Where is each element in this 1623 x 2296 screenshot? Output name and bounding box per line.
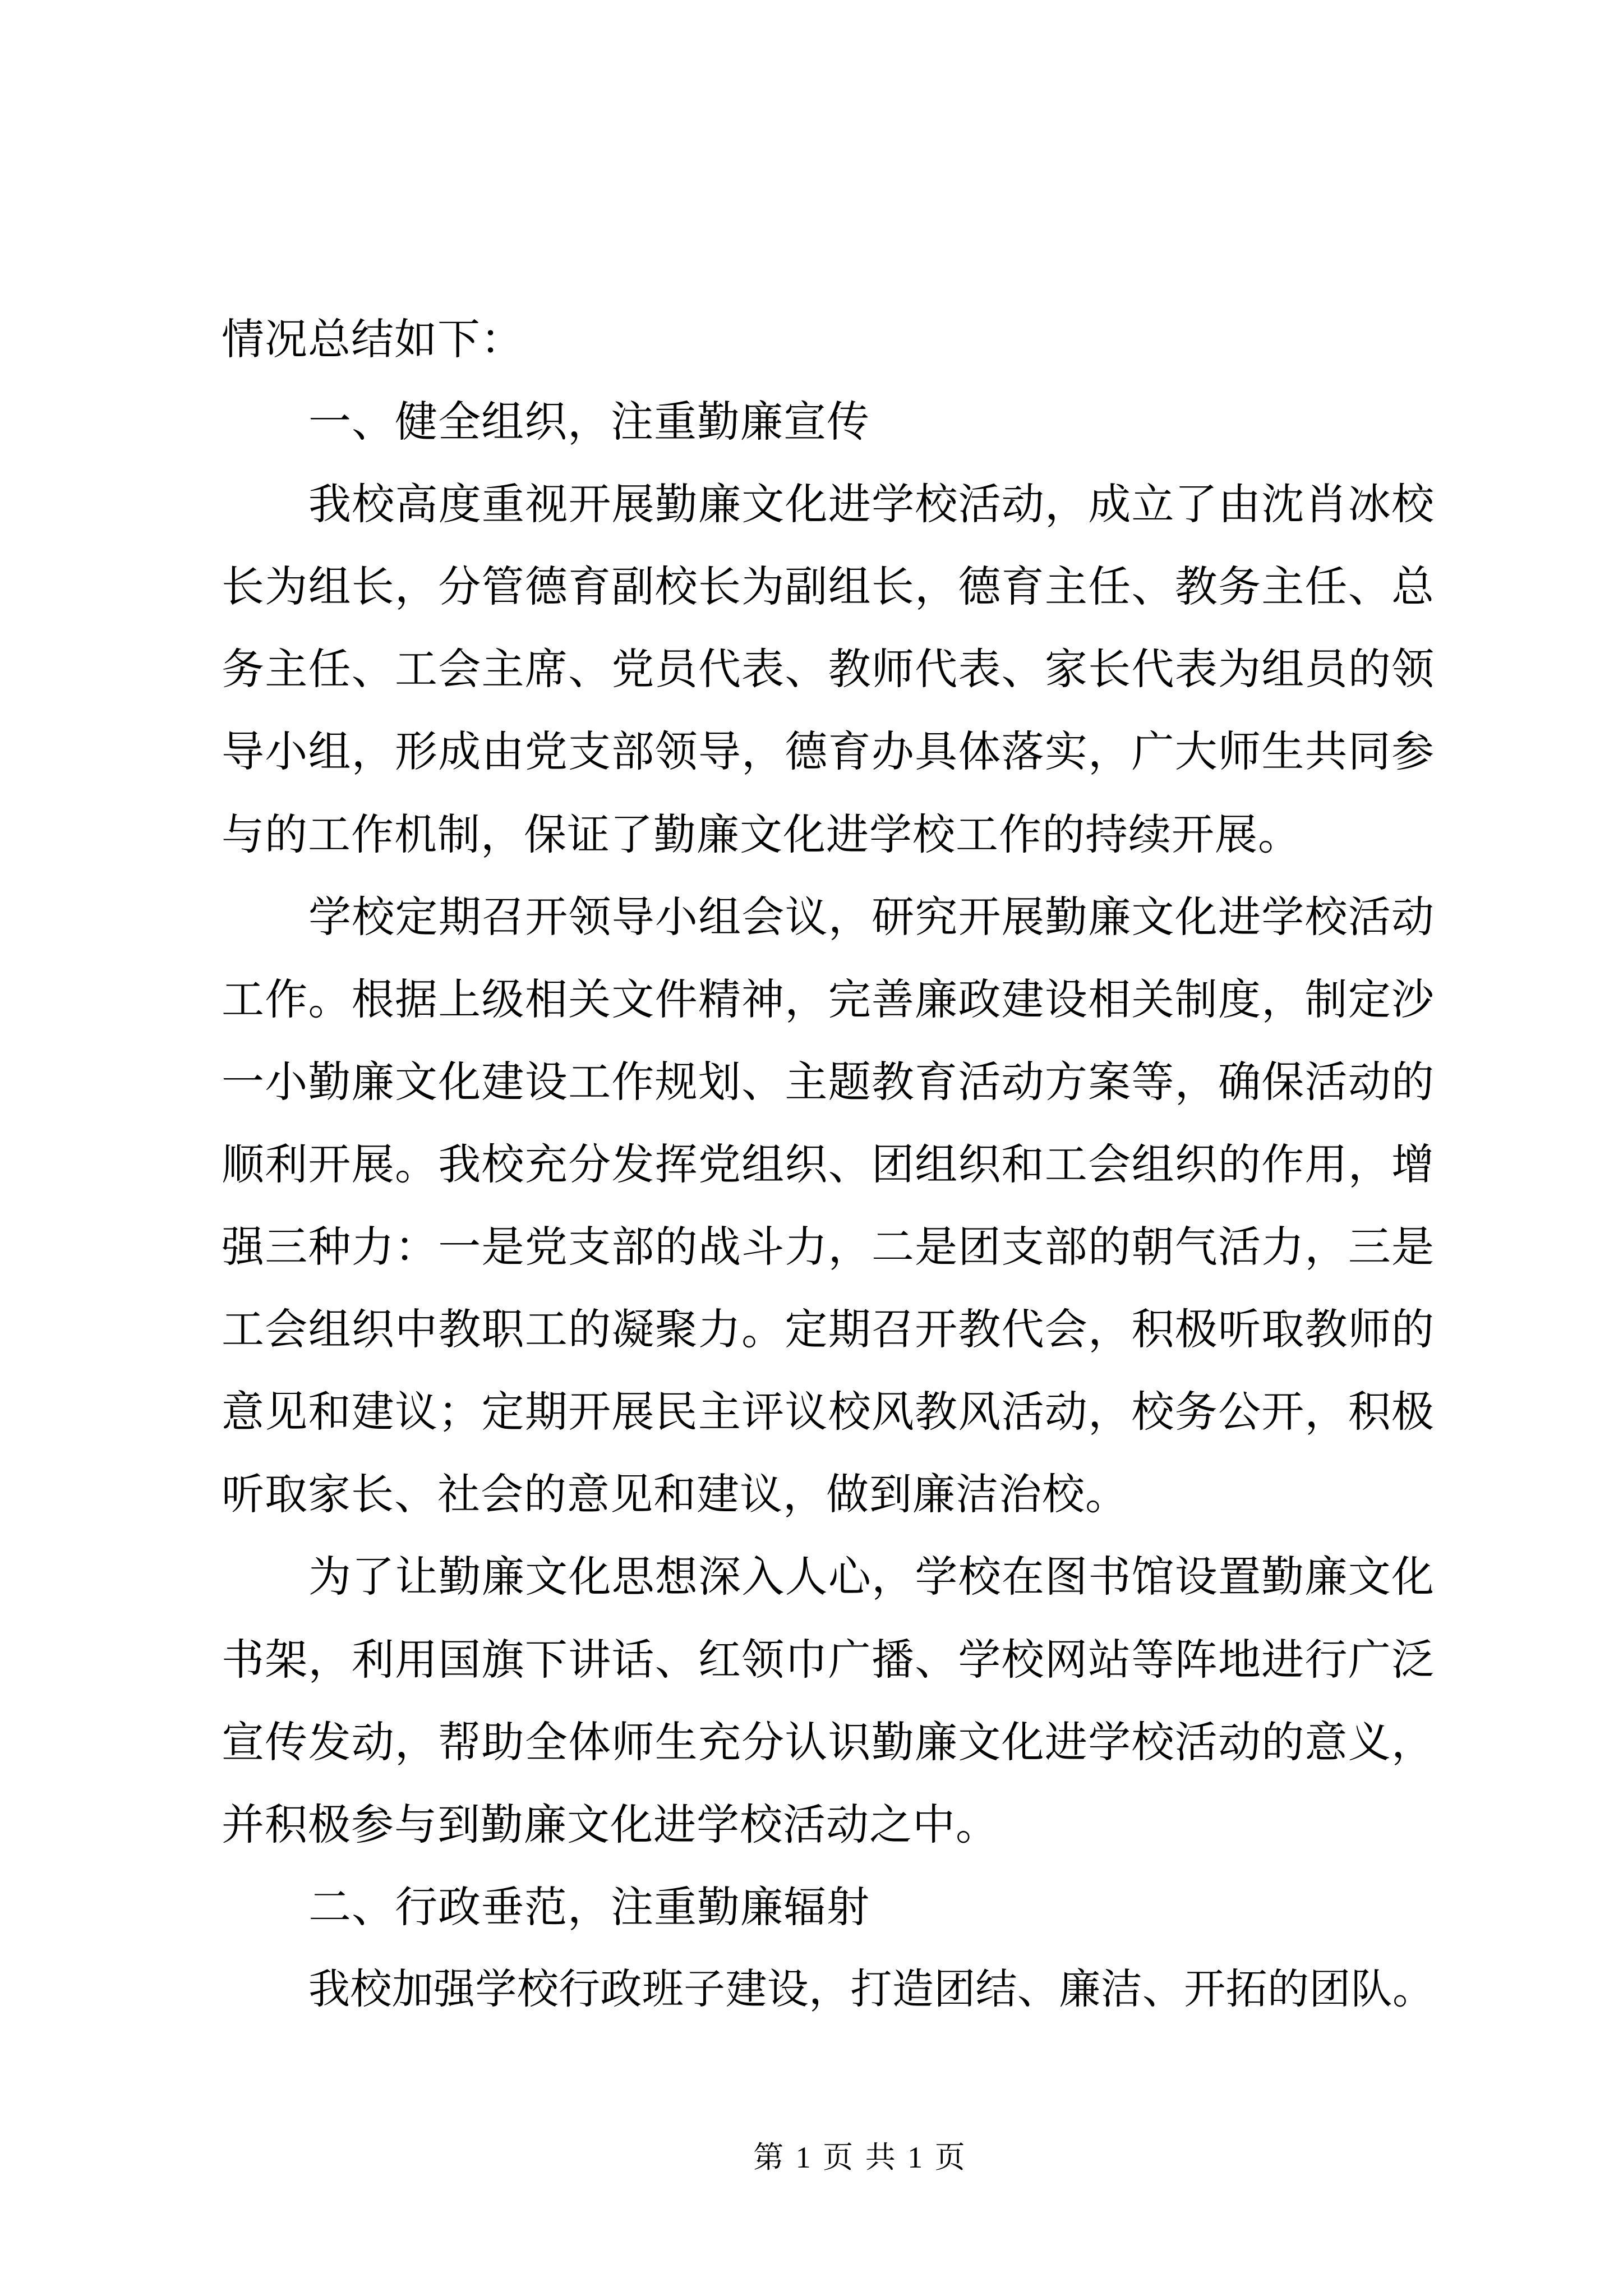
paragraph-line: 意见和建议；定期开展民主评议校风教风活动，校务公开，积极 xyxy=(222,1387,1434,1437)
paragraph-line: 一小勤廉文化建设工作规划、主题教育活动方案等，确保活动的 xyxy=(222,1056,1434,1107)
paragraph-line: 务主任、工会主席、党员代表、教师代表、家长代表为组员的领 xyxy=(222,644,1434,694)
paragraph-line: 我校加强学校行政班子建设，打造团结、廉洁、开拓的团队。 xyxy=(308,1964,1434,2013)
paragraph-line: 为了让勤廉文化思想深入人心，学校在图书馆设置勤廉文化 xyxy=(308,1552,1434,1602)
paragraph xyxy=(222,1535,1434,1865)
paragraph-line: 强三种力：一是党支部的战斗力，二是团支部的朝气活力，三是 xyxy=(222,1222,1434,1272)
paragraph-line: 我校高度重视开展勤廉文化进学校活动，成立了由沈肖冰校 xyxy=(308,479,1434,530)
paragraph xyxy=(222,1948,1434,2031)
paragraph-line: 并积极参与到勤廉文化进学校活动之中。 xyxy=(222,1799,999,1849)
paragraph-line: 工作。根据上级相关文件精神，完善廉政建设相关制度，制定沙 xyxy=(222,974,1434,1024)
page-number-label: 第 1 页 共 1 页 xyxy=(753,2141,967,2174)
page-footer xyxy=(720,2135,1000,2180)
paragraph-line: 听取家长、社会的意见和建议，做到廉洁治校。 xyxy=(222,1469,1128,1520)
lead-line: 情况总结如下： xyxy=(222,314,524,364)
paragraph-line: 宣传发动，帮助全体师生充分认识勤廉文化进学校活动的意义， xyxy=(222,1717,1434,1767)
document-body xyxy=(222,298,1434,2031)
paragraph-line: 导小组，形成由党支部领导，德育办具体落实，广大师生共同参 xyxy=(222,726,1434,777)
paragraph xyxy=(222,463,1434,875)
paragraph xyxy=(222,876,1434,1536)
paragraph-line: 与的工作机制，保证了勤廉文化进学校工作的持续开展。 xyxy=(222,809,1301,859)
paragraph-line: 顺利开展。我校充分发挥党组织、团组织和工会组织的作用，增 xyxy=(222,1139,1434,1189)
paragraph-line: 工会组织中教职工的凝聚力。定期召开教代会，积极听取教师的 xyxy=(222,1304,1434,1355)
section-heading: 二、行政垂范，注重勤廉辐射 xyxy=(308,1881,870,1932)
paragraph-line: 书架，利用国旗下讲话、红领巾广播、学校网站等阵地进行广泛 xyxy=(222,1634,1434,1685)
paragraph-line: 学校定期召开领导小组会议，研究开展勤廉文化进学校活动 xyxy=(308,891,1434,942)
section-heading: 一、健全组织，注重勤廉宣传 xyxy=(308,397,870,447)
paragraph-line: 长为组长，分管德育副校长为副组长，德育主任、教务主任、总 xyxy=(222,562,1434,612)
